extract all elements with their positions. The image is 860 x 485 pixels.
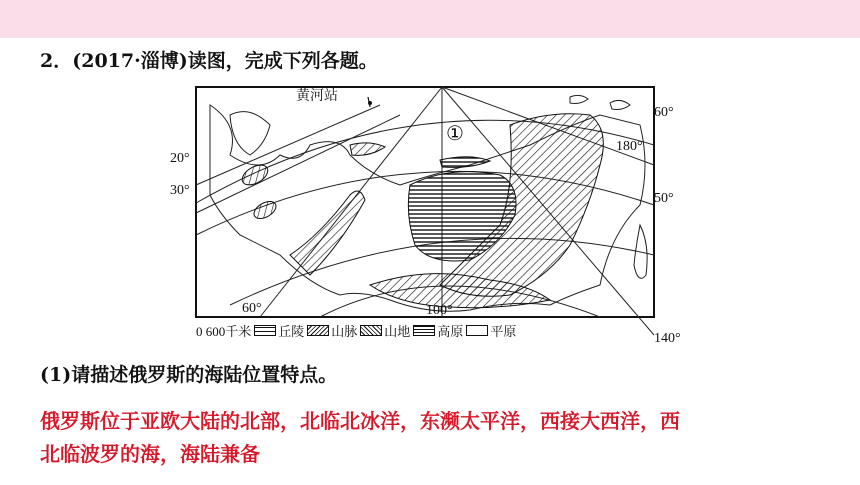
lat-label-30: 30° <box>170 183 190 198</box>
answer-text <box>40 405 830 471</box>
map-legend <box>196 321 516 339</box>
legend-item-plain: 平原 <box>466 321 516 340</box>
answer-line-2: 北临波罗的海，海陆兼备 <box>40 442 260 466</box>
russia-map-figure <box>170 85 685 347</box>
legend-item-mountain-area: 山地 <box>360 321 410 340</box>
question-number: 2． <box>40 50 73 72</box>
mountain-range-pattern-icon <box>307 325 329 336</box>
hills-pattern-icon <box>254 325 276 336</box>
plain-pattern-icon <box>466 325 488 336</box>
question-text: 读图，完成下列各题。 <box>187 50 378 72</box>
question-heading <box>40 46 378 73</box>
circle-marker: ① <box>446 123 464 145</box>
lon-label-60: 60° <box>242 301 262 316</box>
answer-line-1: 俄罗斯位于亚欧大陆的北部，北临北冰洋，东濒太平洋，西接大西洋，西 <box>40 409 680 433</box>
lat-label-20: 20° <box>170 151 190 166</box>
lat-label-50: 50° <box>654 191 674 206</box>
station-label: 黄河站 <box>296 89 338 104</box>
lat-label-60: 60° <box>654 105 674 120</box>
header-bar <box>0 0 860 38</box>
lon-label-180: 180° <box>616 139 643 154</box>
legend-item-plateau: 高原 <box>413 321 463 340</box>
sub-question: (1)请描述俄罗斯的海陆位置特点。 <box>40 364 338 386</box>
legend-item-mountain-range: 山脉 <box>307 321 357 340</box>
mountain-area-pattern-icon <box>360 325 382 336</box>
legend-item-hills: 丘陵 <box>254 321 304 340</box>
question-source: (2017·淄博) <box>72 50 188 72</box>
plateau-pattern-icon <box>413 325 435 336</box>
lon-label-100: 100° <box>426 303 453 318</box>
scale-label: 0 600千米 <box>196 323 252 339</box>
lon-label-140: 140° <box>654 331 681 346</box>
